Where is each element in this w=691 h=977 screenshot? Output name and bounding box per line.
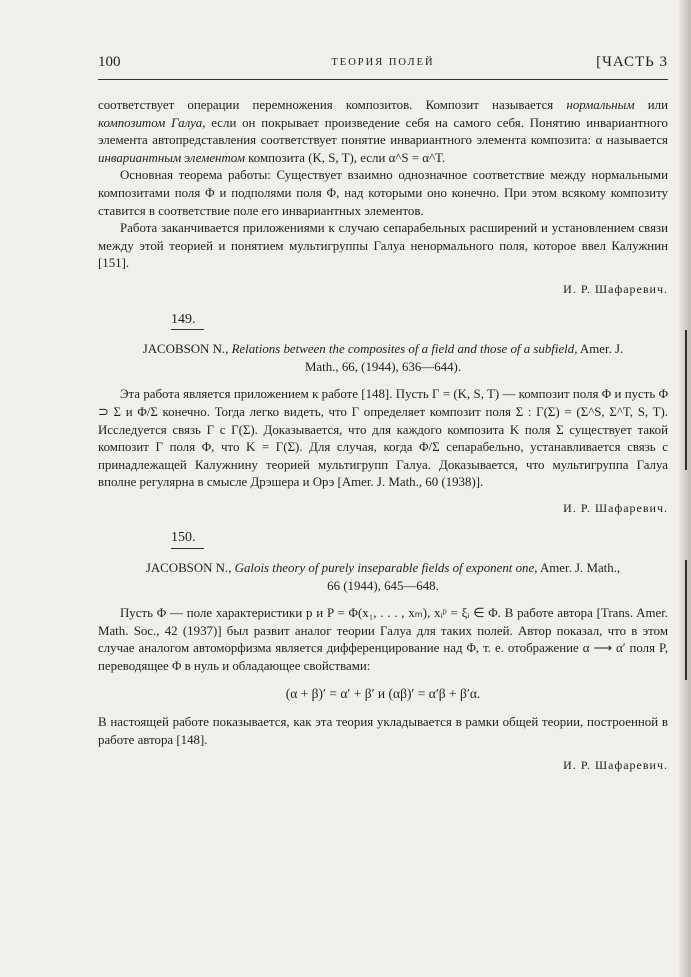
part-label: [ЧАСТЬ 3 xyxy=(596,54,668,70)
term: композитом Галуа xyxy=(98,115,203,130)
paragraph: Пусть Φ — поле характеристики p и P = Φ(x₁, . . . , xₘ), xᵢᵖ = ξᵢ ∈ Φ. В работе автора [Trans. Amer. Math. Soc., 42 (1937)] был развит аналог теории Галуа для таких полей. Автор показал, что в этом случае аналогом автоморфизма является дифференцирование над Φ, т. е. отображение α ⟶ α′ поля P, переводящее Φ в нуль и обладающее свойствами: xyxy=(98,606,668,674)
page-header xyxy=(98,54,668,78)
binding-mark xyxy=(685,560,687,680)
signature: И. Р. Шафаревич. xyxy=(563,500,668,515)
paragraph: Основная теорема работы: Существует взаимно однозначное соответствие между нормальными композитами поля Φ и подполями поля Φ, над которыми оно конечно. При этом всякому композиту ставится в соответствие поле его инвариантных элементов. xyxy=(98,168,668,218)
binding-mark xyxy=(685,330,687,470)
citation: JACOBSON N., Galois theory of purely inseparable fields of exponent one, Amer. J. Math., 66 (1944), 645—648. xyxy=(145,561,621,593)
term: инвариантным элементом xyxy=(98,150,245,165)
entry-number: 150. xyxy=(171,529,204,549)
header-rule xyxy=(98,79,668,80)
term: нормальным xyxy=(566,98,635,112)
signature: И. Р. Шафаревич. xyxy=(563,758,668,773)
formula: (α + β)′ = α′ + β′ и (αβ)′ = α′β + β′α. xyxy=(285,685,481,701)
signature: И. Р. Шафаревич. xyxy=(563,281,668,296)
entry-number: 149. xyxy=(171,311,204,331)
citation-title: Galois theory of purely inseparable fields of exponent one, xyxy=(234,561,538,576)
citation-title: Relations between the composites of a field and those of a subfield, xyxy=(231,342,578,357)
page-body xyxy=(98,97,668,787)
paragraph: Эта работа является приложением к работе [148]. Пусть Γ = (K, S, T) — композит поля Φ и пусть Φ ⊃ Σ и Φ/Σ конечно. Тогда легко видеть, что Γ определяет композит поля Σ : Γ(Σ) = (Σ^S, Σ^T, S, T). Исследуется связь Γ с Γ(Σ). Доказывается, что для каждого композита K поля Σ существует такой композит Γ поля Φ, что K = Γ(Σ). Для случая, когда Φ/Σ сепарабельно, устанавливается связь с принадлежащей Калужнину теорией мультигрупп Галуа. Доказывается, что мультигруппа Галуа вполне регулярна в смысле Дрэшера и Орэ [Amer. J. Math., 60 (1938)]. xyxy=(98,387,668,490)
citation: JACOBSON N., Relations between the composites of a field and those of a subfield, Amer. J. Math., 66, (1944), 636—644). xyxy=(142,342,624,374)
paragraph: соответствует операции перемножения композитов. Композит называется нормальным или композитом Галуа, если он покрывает произведение себя на самого себя. Понятию инвариантного элемента автопредставления соответствует понятие инвариантного элемента композита: α называется инвариантным элементом композита (K, S, T), если α^S = α^T. xyxy=(98,98,668,165)
paragraph: В настоящей работе показывается, как эта теория укладывается в рамки общей теории, построенной в работе автора [148]. xyxy=(98,715,668,747)
page-edge xyxy=(679,0,691,977)
running-title: ТЕОРИЯ ПОЛЕЙ xyxy=(331,57,435,68)
paragraph: Работа заканчивается приложениями к случаю сепарабельных расширений и установлением связи между этой теорией и понятием мультигруппы Галуа ненормального поля, которое ввел Калужнин [151]. xyxy=(98,221,668,271)
page-number: 100 xyxy=(98,54,121,70)
